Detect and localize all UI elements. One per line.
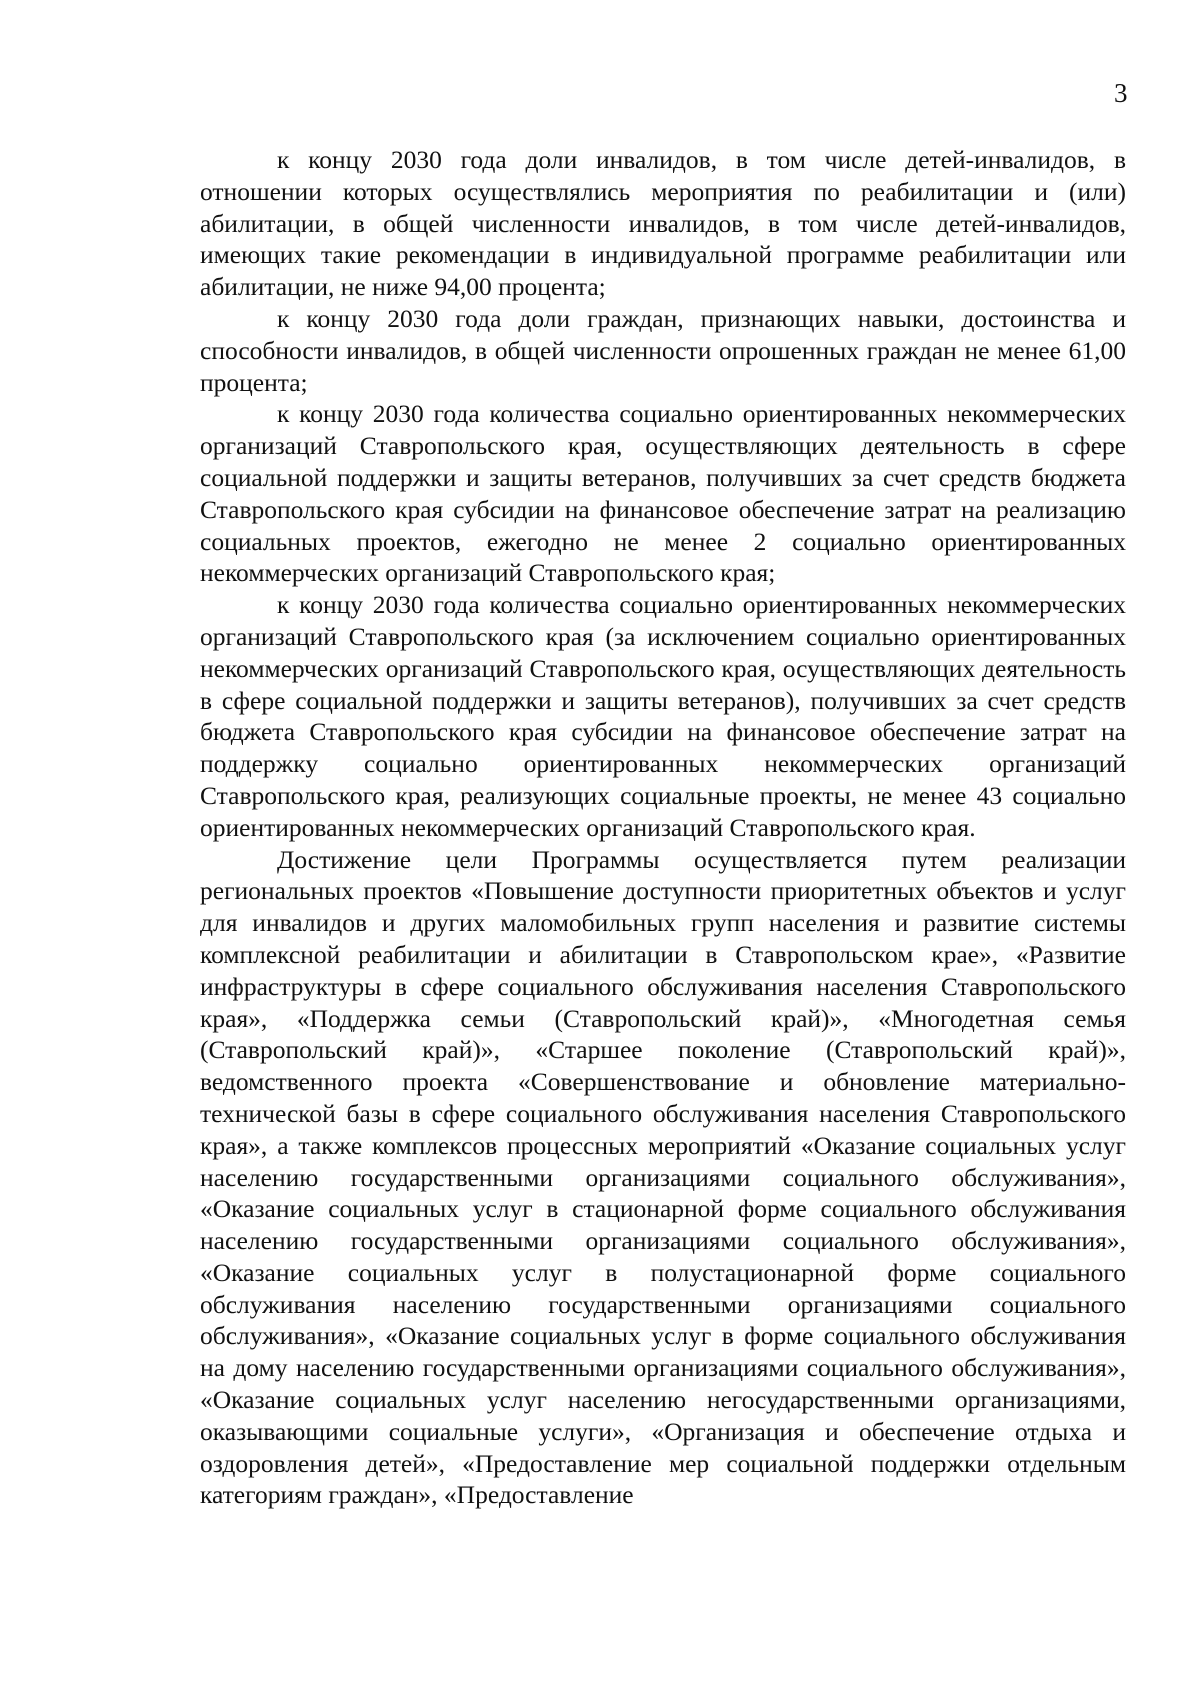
document-body (200, 144, 1126, 1511)
paragraph-program-goal-achievement: Достижение цели Программы осуществляется путем реализации региональных проектов «Повышение доступности приоритетных объектов и услуг для инвалидов и других маломобильных групп населения и развитие системы комплексной реабилитации и абилитации в Ставропольском крае», «Развитие инфраструктуры в сфере социального обслуживания населения Ставропольского края», «Поддержка семьи (Ставропольский край)», «Многодетная семья (Ставропольский край)», «Старшее поколение (Ставропольский край)», ведомственного проекта «Совершенствование и обновление материально-технической базы в сфере социального обслуживания населения Ставропольского края», а также комплексов процессных мероприятий «Оказание социальных услуг населению государственными организациями социального обслуживания», «Оказание социальных услуг в стационарной форме социального обслуживания населению государственными организациями социального обслуживания», «Оказание социальных услуг в полустационарной форме социального обслуживания населению государственными организациями социального обслуживания», «Оказание социальных услуг в форме социального обслуживания на дому населению государственными организациями социального обслуживания», «Оказание социальных услуг населению негосударственными организациями, оказывающими социальные услуги», «Организация и обеспечение отдыха и оздоровления детей», «Предоставление мер социальной поддержки отдельным категориям граждан», «Предоставление (200, 844, 1126, 1510)
paragraph-veterans-nonprofits: к концу 2030 года количества социально ориентированных некоммерческих организаций Ставропольского края, осуществляющих деятельность в сфере социальной поддержки и защиты ветеранов, получивших за счет средств бюджета Ставропольского края субсидии на финансовое обеспечение затрат на реализацию социальных проектов, ежегодно не менее 2 социально ориентированных некоммерческих организаций Ставропольского края; (200, 399, 1126, 588)
paragraph-citizens-recognizing-skills: к концу 2030 года доли граждан, признающих навыки, достоинства и способности инвалидов, в общей численности опрошенных граждан не менее 61,00 процента; (200, 303, 1126, 397)
paragraph-disabled-rehabilitation-share: к концу 2030 года доли инвалидов, в том числе детей-инвалидов, в отношении которых осуществлялись мероприятия по реабилитации и (или) абилитации, в общей численности инвалидов, в том числе детей-инвалидов, имеющих такие рекомендации в индивидуальной программе реабилитации или абилитации, не ниже 94,00 процента; (200, 145, 1126, 302)
paragraph-social-nonprofits: к концу 2030 года количества социально ориентированных некоммерческих организаций Ставропольского края (за исключением социально ориентированных некоммерческих организаций Ставропольского края, осуществляющих деятельность в сфере социальной поддержки и защиты ветеранов), получивших за счет средств бюджета Ставропольского края субсидии на финансовое обеспечение затрат на поддержку социально ориентированных некоммерческих организаций Ставропольского края, реализующих социальные проекты, не менее 43 социально ориентированных некоммерческих организаций Ставропольского края. (200, 590, 1126, 842)
page-number: 3 (1114, 78, 1128, 108)
